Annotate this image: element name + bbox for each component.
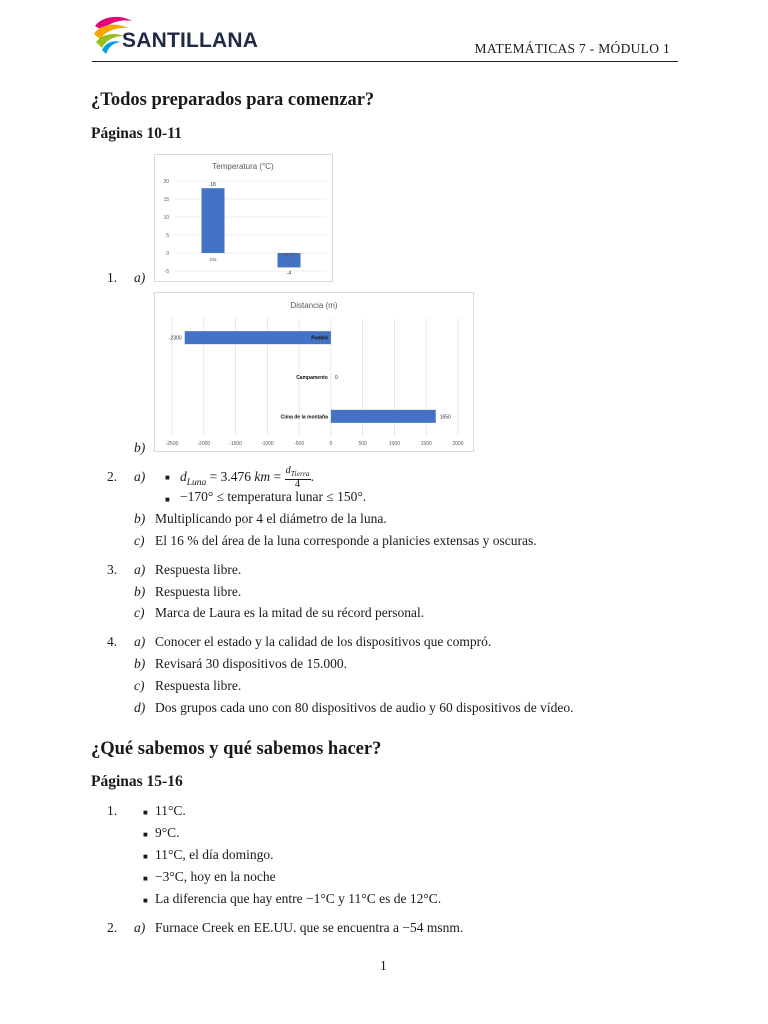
x-tick-label: 500	[358, 441, 367, 447]
q1-part-b: b)	[134, 440, 146, 455]
q3-part-b-text: Respuesta libre.	[155, 584, 242, 599]
chart-title: Distancia (m)	[290, 301, 338, 310]
x-tick-label: -1000	[260, 441, 274, 447]
q2-part-c: c)	[134, 533, 145, 548]
section-title: ¿Todos preparados para comenzar?	[91, 90, 375, 110]
q1-number: 1.	[107, 270, 118, 285]
page-number: 1	[380, 958, 387, 973]
q3-number: 3.	[107, 562, 118, 577]
s2-q1-item: La diferencia que hay entre −1°C y 11°C es de 12°C.	[155, 891, 442, 906]
s2-q1-item: 9°C.	[155, 825, 180, 840]
bullet-icon: ■	[143, 830, 148, 839]
q3-part-c-text: Marca de Laura es la mitad de su récord personal.	[155, 605, 425, 620]
data-label: -2300	[168, 335, 182, 342]
bullet-icon: ■	[143, 874, 148, 883]
x-tick-label: -2000	[197, 441, 211, 447]
q4-number: 4.	[107, 634, 118, 649]
s2-q1-number: 1.	[107, 803, 118, 818]
q4-part-b: b)	[134, 656, 146, 671]
logo-wordmark: SANTILLANA	[122, 29, 259, 52]
q4-part-c-text: Respuesta libre.	[155, 678, 242, 693]
bullet-icon: ■	[165, 495, 170, 504]
x-tick-label: -500	[294, 441, 305, 447]
santillana-logo	[92, 12, 259, 56]
y-tick-label: 0	[166, 251, 169, 257]
x-tick-label: -1500	[229, 441, 242, 447]
distance-chart-svg	[155, 293, 473, 451]
category-label: Noche	[282, 252, 296, 257]
x-tick-label: 1500	[420, 441, 432, 447]
q4-part-d: d)	[134, 700, 146, 715]
q3-part-c: c)	[134, 605, 145, 620]
q2-part-c-text: El 16 % del área de la luna corresponde a planicies extensas y oscuras.	[155, 533, 537, 548]
q2-bullet-moon-diameter: $d_{Luna} = 3.476$ km = $d_{Tierra}$ 4 .	[180, 465, 314, 491]
s2-q2-part-a-text: Furnace Creek en EE.UU. que se encuentra a −54 msnm.	[155, 920, 464, 935]
s2-q1-item: −3°C, hoy en la noche	[155, 869, 276, 884]
q2-part-b: b)	[134, 511, 146, 526]
q3-part-a: a)	[134, 562, 146, 577]
q4-part-d-text: Dos grupos cada uno con 80 dispositivos de audio y 60 dispositivos de vídeo.	[155, 700, 574, 715]
data-label: 18	[210, 182, 216, 189]
section-pages: Páginas 10-11	[91, 125, 182, 142]
q2-bullet-lunar-temp: −170° ≤ temperatura lunar ≤ 150°.	[180, 489, 367, 504]
category-label: Cima de la montaña	[280, 414, 328, 421]
q1-part-a: a)	[134, 270, 146, 285]
temperature-chart	[154, 154, 333, 282]
x-tick-label: -2500	[165, 441, 179, 447]
q2-part-a: a)	[134, 469, 146, 484]
bar	[202, 188, 225, 253]
distance-chart	[154, 292, 474, 452]
data-label: -4	[286, 270, 292, 277]
section-pages: Páginas 15-16	[91, 773, 183, 790]
y-tick-label: 15	[163, 197, 169, 203]
x-tick-label: 2000	[452, 441, 464, 447]
y-tick-label: -5	[164, 269, 169, 275]
x-tick-label: 0	[329, 441, 333, 447]
s2-q1-item: 11°C, el día domingo.	[155, 847, 274, 862]
data-label: 0	[334, 375, 338, 381]
x-tick-label: 1000	[388, 441, 401, 447]
bullet-icon: ■	[143, 808, 148, 817]
bullet-icon: ■	[143, 852, 148, 861]
y-tick-label: 10	[163, 215, 169, 221]
bar	[331, 410, 436, 423]
section-title: ¿Qué sabemos y qué sabemos hacer?	[91, 739, 382, 759]
bullet-icon: ■	[165, 473, 170, 482]
s2-q1-item: 11°C.	[155, 803, 186, 818]
s2-q2-part-a: a)	[134, 920, 146, 935]
temperature-chart-svg	[155, 155, 332, 281]
q4-part-a: a)	[134, 634, 146, 649]
s2-q2-number: 2.	[107, 920, 118, 935]
q2-part-b-text: Multiplicando por 4 el diámetro de la luna.	[155, 511, 387, 526]
q2-number: 2.	[107, 469, 118, 484]
y-tick-label: 20	[163, 179, 169, 185]
category-label: Campamento	[296, 375, 328, 381]
category-label: Día	[209, 257, 217, 262]
q4-part-c: c)	[134, 678, 145, 693]
header-rule	[92, 61, 678, 62]
q4-part-a-text: Conocer el estado y la calidad de los dispositivos que compró.	[155, 634, 492, 649]
module-title: MATEMÁTICAS 7 - MÓDULO 1	[474, 41, 670, 56]
q3-part-b: b)	[134, 584, 146, 599]
q4-part-b-text: Revisará 30 dispositivos de 15.000.	[155, 656, 347, 671]
y-tick-label: 5	[166, 233, 169, 239]
category-label: Pueblo	[311, 335, 328, 342]
bar	[185, 331, 331, 344]
data-label: 1650	[439, 414, 451, 421]
bullet-icon: ■	[143, 896, 148, 905]
q3-part-a-text: Respuesta libre.	[155, 562, 242, 577]
chart-title: Temperatura (°C)	[212, 162, 274, 171]
